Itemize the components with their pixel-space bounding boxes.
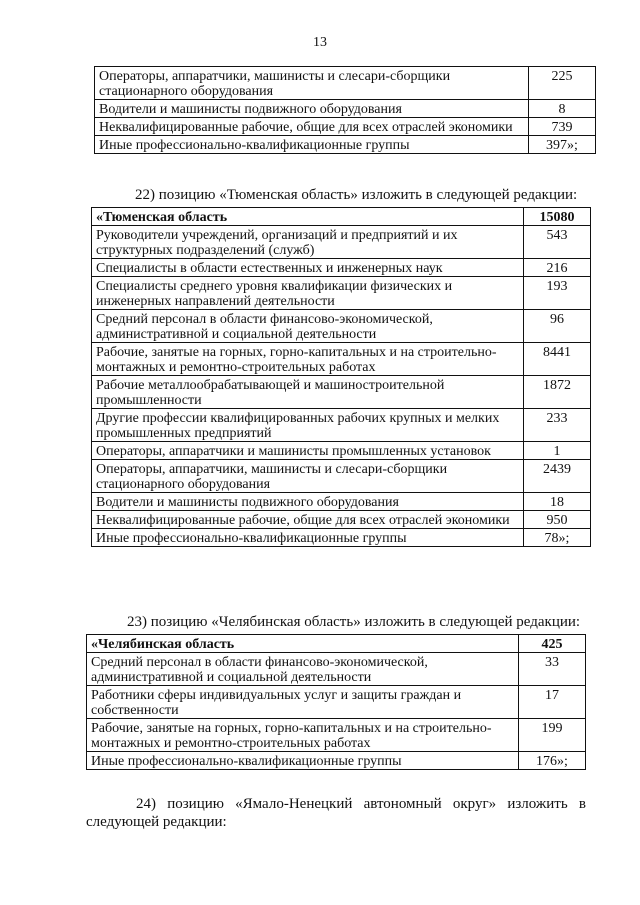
paragraph-22: 22) позицию «Тюменская область» изложить в следующей редакции: bbox=[135, 187, 578, 203]
occupation-label: Специалисты среднего уровня квалификации физических и инженерных направлений деятельности bbox=[92, 277, 524, 310]
occupation-count: 193 bbox=[524, 277, 591, 310]
occupation-label: Специалисты в области естественных и инженерных наук bbox=[92, 259, 524, 277]
occupation-count: 96 bbox=[524, 310, 591, 343]
occupation-label: Рабочие, занятые на горных, горно-капитальных и на строительно-монтажных и ремонтно-строительных работах bbox=[92, 343, 524, 376]
table-row bbox=[95, 67, 596, 100]
table-tyumen-region bbox=[91, 207, 591, 547]
occupation-label: Иные профессионально-квалификационные группы bbox=[87, 752, 519, 770]
paragraph-23: 23) позицию «Челябинская область» изложить в следующей редакции: bbox=[127, 614, 581, 630]
table-header-row bbox=[92, 208, 591, 226]
table-row bbox=[92, 460, 591, 493]
table-row bbox=[87, 752, 586, 770]
region-name: «Челябинская область bbox=[87, 635, 519, 653]
occupation-label: Рабочие металлообрабатывающей и машиностроительной промышленности bbox=[92, 376, 524, 409]
occupation-label: Неквалифицированные рабочие, общие для всех отраслей экономики bbox=[95, 118, 529, 136]
occupation-count: 225 bbox=[529, 67, 596, 100]
table-chelyabinsk-region bbox=[86, 634, 586, 770]
occupation-count: 33 bbox=[519, 653, 586, 686]
occupation-count: 78»; bbox=[524, 529, 591, 547]
occupation-count: 216 bbox=[524, 259, 591, 277]
occupation-label: Водители и машинисты подвижного оборудования bbox=[95, 100, 529, 118]
table-row bbox=[92, 529, 591, 547]
occupation-count: 8 bbox=[529, 100, 596, 118]
occupation-count: 397»; bbox=[529, 136, 596, 154]
table-header-row bbox=[87, 635, 586, 653]
occupation-label: Неквалифицированные рабочие, общие для всех отраслей экономики bbox=[92, 511, 524, 529]
occupation-count: 18 bbox=[524, 493, 591, 511]
region-total: 15080 bbox=[524, 208, 591, 226]
occupation-label: Рабочие, занятые на горных, горно-капитальных и на строительно-монтажных и ремонтно-строительных работах bbox=[87, 719, 519, 752]
table-row bbox=[92, 409, 591, 442]
page-number: 13 bbox=[313, 35, 327, 50]
table-row bbox=[87, 653, 586, 686]
occupation-label: Руководители учреждений, организаций и предприятий и их структурных подразделений (служб) bbox=[92, 226, 524, 259]
table-row bbox=[95, 118, 596, 136]
table-section-21-end bbox=[94, 66, 596, 154]
table-row bbox=[92, 343, 591, 376]
table-row bbox=[87, 686, 586, 719]
occupation-label: Операторы, аппаратчики, машинисты и слесари-сборщики стационарного оборудования bbox=[95, 67, 529, 100]
occupation-label: Операторы, аппаратчики и машинисты промышленных установок bbox=[92, 442, 524, 460]
table-row bbox=[87, 719, 586, 752]
occupation-label: Средний персонал в области финансово-экономической, административной и социальной деятельности bbox=[92, 310, 524, 343]
table-row bbox=[95, 100, 596, 118]
occupation-count: 543 bbox=[524, 226, 591, 259]
occupation-label: Иные профессионально-квалификационные группы bbox=[95, 136, 529, 154]
occupation-count: 176»; bbox=[519, 752, 586, 770]
occupation-count: 950 bbox=[524, 511, 591, 529]
table-row bbox=[95, 136, 596, 154]
region-total: 425 bbox=[519, 635, 586, 653]
occupation-label: Операторы, аппаратчики, машинисты и слесари-сборщики стационарного оборудования bbox=[92, 460, 524, 493]
table-row bbox=[92, 226, 591, 259]
occupation-label: Другие профессии квалифицированных рабочих крупных и мелких промышленных предприятий bbox=[92, 409, 524, 442]
table-row bbox=[92, 511, 591, 529]
occupation-count: 1872 bbox=[524, 376, 591, 409]
occupation-count: 199 bbox=[519, 719, 586, 752]
table-row bbox=[92, 442, 591, 460]
occupation-count: 17 bbox=[519, 686, 586, 719]
occupation-count: 1 bbox=[524, 442, 591, 460]
occupation-label: Работники сферы индивидуальных услуг и защиты граждан и собственности bbox=[87, 686, 519, 719]
occupation-label: Иные профессионально-квалификационные группы bbox=[92, 529, 524, 547]
occupation-count: 2439 bbox=[524, 460, 591, 493]
paragraph-24: 24) позицию «Ямало-Ненецкий автономный округ» изложить в следующей редакции: bbox=[86, 796, 586, 830]
region-name: «Тюменская область bbox=[92, 208, 524, 226]
table-row bbox=[92, 493, 591, 511]
occupation-count: 739 bbox=[529, 118, 596, 136]
occupation-count: 8441 bbox=[524, 343, 591, 376]
table-row bbox=[92, 310, 591, 343]
table-row bbox=[92, 376, 591, 409]
occupation-label: Средний персонал в области финансово-экономической, административной и социальной деятельности bbox=[87, 653, 519, 686]
occupation-count: 233 bbox=[524, 409, 591, 442]
occupation-label: Водители и машинисты подвижного оборудования bbox=[92, 493, 524, 511]
table-row bbox=[92, 277, 591, 310]
table-row bbox=[92, 259, 591, 277]
